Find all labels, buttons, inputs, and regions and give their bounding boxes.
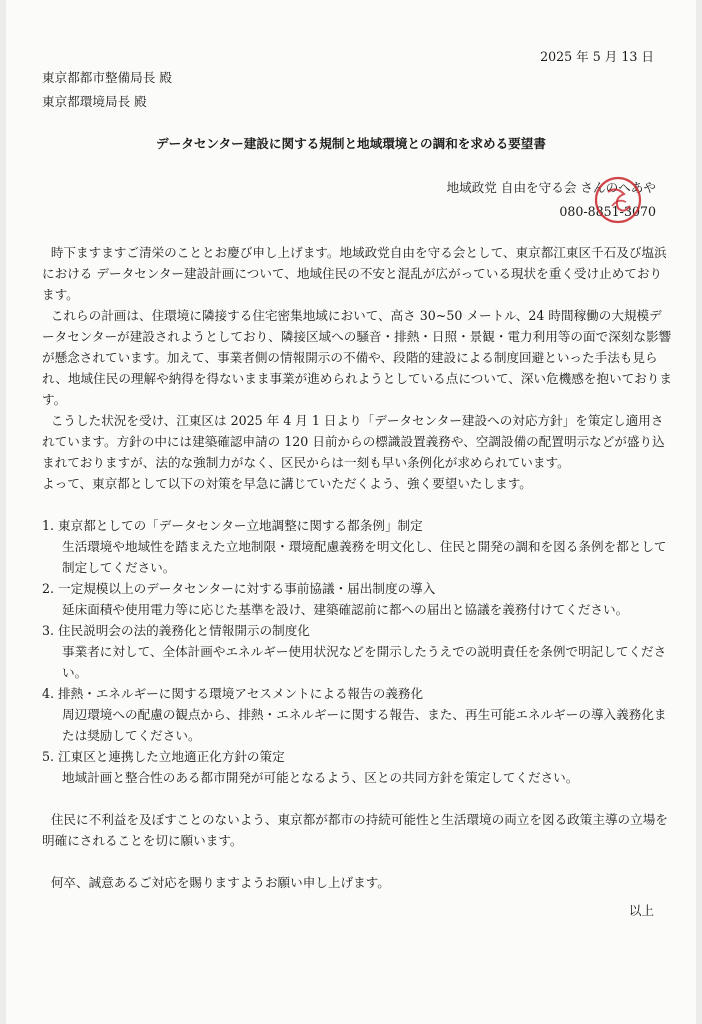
request-item — [42, 683, 672, 746]
letter-body — [42, 242, 672, 893]
request-item — [42, 515, 672, 578]
request-detail: 地域計画と整合性のある都市開発が可能となるよう、区との共同方針を策定してください。 — [62, 770, 579, 785]
request-detail: 周辺環境への配慮の観点から、排熱・エネルギーに関する報告、また、再生可能エネルギーの導入義務化または奨励してください。 — [62, 707, 667, 743]
request-item — [42, 746, 672, 788]
request-heading: 4. 排熱・エネルギーに関する環境アセスメントによる報告の義務化 — [42, 686, 424, 701]
body-paragraph: よって、東京都として以下の対策を早急に講じていただくよう、強く要望いたします。 — [42, 476, 532, 491]
letter-title: データセンター建設に関する規制と地域環境との調和を求める要望書 — [156, 136, 546, 151]
body-paragraph: これらの計画は、住環境に隣接する住宅密集地域において、高さ 30~50 メートル、24 時間稼働の大規模データセンターが建設されようとしており、隣接区域への騒音・排熱・日照・景観・電力利用等の面で深刻な影響が懸念されています。加えて、事業者側の情報開示の不備や、段階的建設による制度回避といった手法も見られ、地域住民の理解や納得を得ないまま事業が進められようとしている点について、深い危機感を抱いております。 — [42, 308, 672, 407]
body-paragraph: こうした状況を受け、江東区は 2025 年 4 月 1 日より「データセンター建設への対応方針」を策定し適用されています。方針の中には建築確認申請の 120 日前からの標識設置義務や、空調設備の配置明示などが盛り込まれておりますが、法的な強制力がなく、区民からは一刻も早い条例化が求められています。 — [42, 413, 665, 470]
letter-date: 2025 年 5 月 13 日 — [540, 49, 654, 64]
body-paragraph: 時下ますますご清栄のこととお慶び申し上げます。地域政党自由を守る会として、東京都江東区千石及び塩浜における データセンター建設計画について、地域住民の不安と混乱が広がっている現状を重く受け止めております。 — [42, 245, 667, 302]
end-mark: 以上 — [628, 903, 654, 918]
request-detail: 事業者に対して、全体計画やエネルギー使用状況などを開示したうえでの説明責任を条例で明記してください。 — [62, 644, 667, 680]
sender-org: 地域政党 自由を守る会 さんのへあや — [446, 180, 656, 195]
addressee-line: 東京都環境局長 殿 — [42, 94, 147, 109]
request-list — [42, 515, 672, 788]
request-detail: 延床面積や使用電力等に応じた基準を設け、建築確認前に都への届出と協議を義務付けてください。 — [62, 602, 629, 617]
sender-phone: 080-8851-3070 — [559, 204, 656, 219]
closing-paragraph: 住民に不利益を及ぼすことのないよう、東京都が都市の持続可能性と生活環境の両立を図る政策主導の立場を明確にされることを切に願います。 — [42, 812, 668, 848]
request-item — [42, 578, 672, 620]
addressee-line: 東京都都市整備局長 殿 — [42, 70, 172, 85]
letter-page — [6, 0, 696, 1024]
request-heading: 2. 一定規模以上のデータセンターに対する事前協議・届出制度の導入 — [42, 581, 436, 596]
addressee-block — [42, 66, 172, 114]
request-heading: 5. 江東区と連携した立地適正化方針の策定 — [42, 749, 285, 764]
request-detail: 生活環境や地域性を踏まえた立地制限・環境配慮義務を明文化し、住民と開発の調和を図る条例を都として制定してください。 — [62, 539, 667, 575]
closing-greeting: 何卒、誠意あるご対応を賜りますようお願い申し上げます。 — [50, 875, 390, 890]
request-item — [42, 620, 672, 683]
request-heading: 3. 住民説明会の法的義務化と情報開示の制度化 — [42, 623, 310, 638]
personal-seal-stamp — [592, 174, 644, 226]
request-heading: 1. 東京都としての「データセンター立地調整に関する都条例」制定 — [42, 518, 423, 533]
